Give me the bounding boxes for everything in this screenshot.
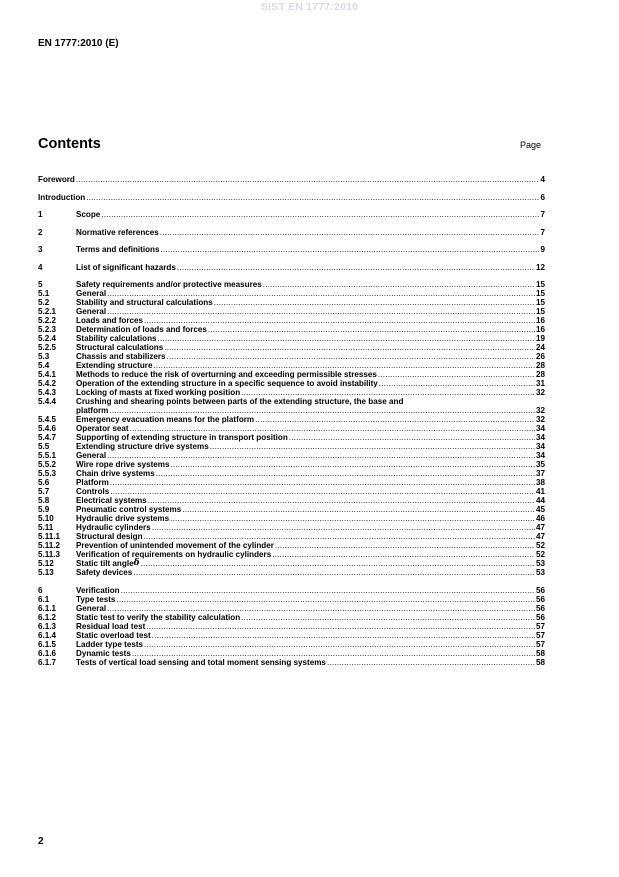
toc-entry-page: 31: [535, 379, 545, 388]
toc-entry-title: Methods to reduce the risk of overturning and exceeding permissible stresses: [76, 370, 377, 379]
toc-entry-number: 5.10: [38, 514, 54, 523]
toc-entry-page: 52: [535, 550, 545, 559]
toc-leader-dots: [161, 245, 540, 254]
toc-entry-number: 5.4.4: [38, 397, 57, 406]
toc-leader-dots: [214, 298, 535, 307]
toc-entry-title: Static overload test: [76, 630, 151, 640]
toc-entry[interactable]: [38, 316, 545, 325]
toc-entry-title: Foreword: [38, 175, 75, 184]
table-of-contents: [38, 175, 545, 667]
toc-entry-number: 5.13: [38, 568, 54, 577]
toc-entry-title: Safety requirements and/or protective measures: [76, 280, 262, 289]
toc-entry-number: 5.4.2: [38, 379, 57, 388]
toc-entry[interactable]: [38, 289, 545, 298]
toc-entry-number: 5.2.5: [38, 343, 57, 352]
toc-entry-title: Chain drive systems: [76, 469, 155, 478]
toc-entry[interactable]: [38, 370, 545, 379]
toc-leader-dots: [327, 658, 535, 667]
page-number: 2: [38, 836, 44, 847]
toc-entry[interactable]: [38, 210, 545, 219]
toc-entry-page: 15: [535, 307, 545, 316]
toc-entry-page: 56: [535, 585, 545, 595]
toc-leader-dots: [156, 469, 535, 478]
toc-entry-page: 7: [540, 210, 545, 219]
toc-entry[interactable]: [38, 280, 545, 289]
toc-leader-dots: [107, 307, 535, 316]
toc-entry-title: Extending structure: [76, 361, 153, 370]
toc-entry[interactable]: [38, 613, 545, 622]
toc-entry-page: 32: [535, 406, 545, 415]
toc-entry-number: 5.4.1: [38, 370, 57, 379]
toc-entry-title: Platform: [76, 478, 109, 487]
toc-entry-page: 46: [535, 514, 545, 523]
toc-entry-number: 5.11.1: [38, 532, 61, 541]
toc-entry-number: 4: [38, 262, 43, 272]
toc-entry[interactable]: [38, 388, 545, 397]
toc-entry-title: Wire rope drive systems: [76, 460, 170, 469]
toc-entry-title: Tests of vertical load sensing and total moment sensing systems: [76, 657, 326, 667]
toc-entry-page: 24: [535, 343, 545, 352]
toc-entry-title: Operation of the extending structure in a specific sequence to avoid instability: [76, 379, 378, 388]
toc-entry-title: Crushing and shearing points between parts of the extending structure, the base and: [76, 397, 404, 406]
toc-entry[interactable]: [38, 334, 545, 343]
toc-entry-title: Safety devices: [76, 568, 133, 577]
toc-leader-dots: [86, 193, 539, 202]
toc-entry[interactable]: [38, 505, 545, 514]
toc-entry-page: 32: [535, 415, 545, 424]
toc-entry-page: 15: [535, 289, 545, 298]
toc-entry-number: 5.6: [38, 478, 50, 487]
toc-entry-page: 7: [540, 227, 545, 237]
toc-entry-number: 5: [38, 280, 43, 289]
document-id: EN 1777:2010 (E): [38, 38, 119, 49]
toc-entry-page: 16: [535, 316, 545, 325]
toc-entry-number: 6.1.1: [38, 603, 57, 613]
toc-leader-dots: [110, 487, 535, 496]
toc-entry[interactable]: [38, 298, 545, 307]
toc-entry-number: 5.8: [38, 496, 50, 505]
toc-leader-dots: [241, 388, 535, 397]
toc-entry-title: Scope: [76, 210, 101, 219]
toc-entry-page: 16: [535, 325, 545, 334]
toc-entry[interactable]: [38, 559, 545, 568]
toc-entry-page: 57: [535, 639, 545, 649]
toc-entry-title-continued: platform: [76, 406, 109, 415]
toc-entry[interactable]: [38, 228, 545, 237]
toc-entry-page: 19: [535, 334, 545, 343]
toc-entry-title: General: [76, 307, 107, 316]
toc-entry[interactable]: [38, 649, 545, 658]
toc-entry-title: Terms and definitions: [76, 245, 160, 254]
toc-entry-page: 57: [535, 630, 545, 640]
toc-leader-dots: [152, 523, 535, 532]
toc-entry-title: Pneumatic control systems: [76, 505, 182, 514]
toc-entry-page: 58: [535, 657, 545, 667]
toc-entry[interactable]: [38, 325, 545, 334]
toc-entry[interactable]: [38, 193, 545, 202]
toc-leader-dots: [144, 316, 535, 325]
toc-entry[interactable]: [38, 263, 545, 272]
toc-entry[interactable]: [38, 478, 545, 487]
toc-entry-page: 37: [535, 469, 545, 478]
toc-entry[interactable]: [38, 595, 545, 604]
toc-entry-title: Static test to verify the stability calculation: [76, 612, 241, 622]
toc-entry-title: Type tests: [76, 594, 116, 604]
toc-entry[interactable]: [38, 397, 545, 406]
toc-entry-number: 6.1.6: [38, 648, 57, 658]
toc-leader-dots: [182, 505, 535, 514]
toc-leader-dots: [146, 622, 535, 631]
toc-entry-page: 28: [535, 361, 545, 370]
toc-entry-number: 5.2.3: [38, 325, 57, 334]
toc-entry-page: 28: [535, 370, 545, 379]
toc-entry-number: 6.1: [38, 594, 50, 604]
toc-spacer: [38, 219, 545, 228]
toc-entry-page: 52: [535, 541, 545, 550]
toc-entry-number: 5.12: [38, 559, 54, 568]
toc-entry-number: 5.5.1: [38, 451, 57, 460]
toc-leader-dots: [171, 460, 535, 469]
toc-leader-dots: [153, 361, 535, 370]
toc-leader-dots: [133, 568, 535, 577]
toc-leader-dots: [167, 352, 535, 361]
toc-leader-dots: [76, 175, 540, 184]
toc-entry-title: Extending structure drive systems: [76, 442, 209, 451]
toc-entry-page: 6: [540, 192, 545, 202]
toc-spacer: [38, 254, 545, 263]
toc-entry-page: 56: [535, 603, 545, 613]
toc-entry-number: 6.1.2: [38, 612, 57, 622]
toc-entry-title: Electrical systems: [76, 496, 147, 505]
toc-entry-number: 5.4.7: [38, 433, 57, 442]
toc-leader-dots: [144, 640, 535, 649]
toc-entry-title: Operator seat: [76, 424, 129, 433]
toc-entry[interactable]: [38, 245, 545, 254]
toc-entry-title: List of significant hazards: [76, 262, 176, 272]
toc-entry-page: 45: [535, 505, 545, 514]
toc-spacer: [38, 184, 545, 193]
toc-entry-number: 5.11.2: [38, 541, 61, 550]
toc-leader-dots: [107, 451, 535, 460]
toc-entry-page: 12: [535, 262, 545, 272]
toc-entry[interactable]: [38, 541, 545, 550]
toc-entry[interactable]: [38, 523, 545, 532]
toc-entry-title: Dynamic tests: [76, 648, 131, 658]
toc-spacer: [38, 237, 545, 246]
toc-entry-number: 5.4.6: [38, 424, 57, 433]
toc-entry[interactable]: [38, 451, 545, 460]
toc-entry[interactable]: [38, 532, 545, 541]
toc-entry-number: 5.3: [38, 352, 50, 361]
toc-entry[interactable]: [38, 352, 545, 361]
toc-leader-dots: [132, 649, 535, 658]
toc-leader-dots: [241, 613, 535, 622]
toc-entry[interactable]: [38, 379, 545, 388]
toc-leader-dots: [152, 631, 535, 640]
toc-spacer: [38, 577, 545, 586]
toc-leader-dots: [107, 604, 535, 613]
toc-entry-page: 15: [535, 298, 545, 307]
toc-entry-title: Chassis and stabilizers: [76, 352, 166, 361]
toc-entry[interactable]: [38, 424, 545, 433]
toc-leader-dots: [121, 586, 535, 595]
toc-leader-dots: [116, 595, 535, 604]
toc-entry-number: 5.2.1: [38, 307, 57, 316]
toc-leader-dots: [379, 379, 535, 388]
toc-entry-page: 9: [540, 245, 545, 254]
toc-entry[interactable]: [38, 307, 545, 316]
toc-leader-dots: [110, 478, 535, 487]
toc-entry[interactable]: [38, 496, 545, 505]
toc-entry[interactable]: [38, 550, 545, 559]
toc-leader-dots: [148, 496, 535, 505]
toc-entry-title: General: [76, 451, 107, 460]
toc-entry-number: 5.4.5: [38, 415, 57, 424]
toc-entry-page: 34: [535, 433, 545, 442]
toc-entry[interactable]: [38, 415, 545, 424]
toc-leader-dots: [378, 370, 535, 379]
toc-entry-number: 5.1: [38, 289, 50, 298]
toc-entry-title: Supporting of extending structure in transport position: [76, 433, 288, 442]
toc-entry-number: 6.1.4: [38, 630, 57, 640]
toc-entry-title: Introduction: [38, 192, 86, 202]
toc-entry-page: 4: [540, 175, 545, 184]
toc-entry-number: 3: [38, 245, 43, 254]
toc-entry-page: 34: [535, 451, 545, 460]
toc-leader-dots: [272, 550, 535, 559]
toc-entry-title: Stability and structural calculations: [76, 298, 213, 307]
toc-entry-number: 5.5: [38, 442, 50, 451]
toc-entry[interactable]: [38, 604, 545, 613]
toc-entry-number: 5.5.2: [38, 460, 57, 469]
toc-entry[interactable]: [38, 514, 545, 523]
toc-entry-title: General: [76, 289, 107, 298]
watermark: SIST EN 1777:2010: [260, 1, 359, 13]
toc-entry-number: 5.5.3: [38, 469, 57, 478]
toc-leader-dots: [107, 289, 535, 298]
toc-leader-dots: [275, 541, 535, 550]
toc-entry-title: Loads and forces: [76, 316, 144, 325]
toc-entry-title: Prevention of unintended movement of the cylinder: [76, 541, 274, 550]
toc-entry-number: 5.7: [38, 487, 50, 496]
toc-entry-number: 1: [38, 210, 43, 219]
toc-entry-number: 6.1.7: [38, 657, 57, 667]
toc-leader-dots: [177, 263, 535, 272]
toc-leader-dots: [158, 334, 535, 343]
toc-entry-page: 44: [535, 496, 545, 505]
page-column-label: Page: [520, 140, 542, 150]
toc-entry-page: 26: [535, 352, 545, 361]
toc-leader-dots: [144, 532, 535, 541]
toc-entry[interactable]: [38, 469, 545, 478]
toc-entry-title: Hydraulic cylinders: [76, 523, 151, 532]
toc-entry-number: 5.4.3: [38, 388, 57, 397]
toc-entry-page: 57: [535, 621, 545, 631]
toc-entry-page: 35: [535, 460, 545, 469]
toc-entry-title: Verification: [76, 585, 120, 595]
toc-entry-page: 32: [535, 388, 545, 397]
toc-entry-title: Controls: [76, 487, 110, 496]
toc-entry[interactable]: [38, 361, 545, 370]
toc-entry[interactable]: [38, 433, 545, 442]
toc-entry-number: 5.2: [38, 298, 50, 307]
toc-leader-dots: [101, 210, 539, 219]
toc-entry-page: 53: [535, 559, 545, 568]
toc-entry-number: 5.11.3: [38, 550, 61, 559]
toc-spacer: [38, 202, 545, 211]
toc-entry-title: Stability calculations: [76, 334, 157, 343]
toc-entry-number: 5.9: [38, 505, 50, 514]
toc-entry-page: 34: [535, 424, 545, 433]
toc-entry-title: Structural design: [76, 532, 143, 541]
toc-entry-number: 5.4: [38, 361, 50, 370]
toc-leader-dots: [208, 325, 535, 334]
toc-entry-title: Determination of loads and forces: [76, 325, 207, 334]
toc-entry[interactable]: [38, 568, 545, 577]
toc-entry-title: Verification of requirements on hydraulic cylinders: [76, 550, 272, 559]
toc-entry-page: 56: [535, 612, 545, 622]
toc-leader-dots: [160, 228, 540, 237]
toc-entry-title: Locking of masts at fixed working position: [76, 388, 241, 397]
toc-entry[interactable]: [38, 658, 545, 667]
toc-entry[interactable]: [38, 631, 545, 640]
toc-entry-title: General: [76, 603, 107, 613]
toc-entry-title: Structural calculations: [76, 343, 164, 352]
toc-leader-dots: [210, 442, 535, 451]
toc-spacer: [38, 272, 545, 281]
toc-entry-title: Emergency evacuation means for the platform: [76, 415, 255, 424]
toc-entry-page: 58: [535, 648, 545, 658]
toc-entry-page: 41: [535, 487, 545, 496]
toc-entry-number: 6.1.3: [38, 621, 57, 631]
toc-entry-page: 34: [535, 442, 545, 451]
toc-leader-dots: [141, 559, 535, 568]
toc-entry[interactable]: [38, 343, 545, 352]
toc-entry-title: Residual load test: [76, 621, 146, 631]
toc-entry-title: Normative references: [76, 227, 159, 237]
toc-entry[interactable]: [38, 175, 545, 184]
toc-entry-page: 15: [535, 280, 545, 289]
toc-leader-dots: [109, 406, 535, 415]
toc-entry[interactable]: [38, 640, 545, 649]
toc-entry-title: Hydraulic drive systems: [76, 514, 170, 523]
toc-entry-number: 6: [38, 585, 43, 595]
toc-entry-page: 53: [535, 568, 545, 577]
toc-entry-page: 38: [535, 478, 545, 487]
toc-leader-dots: [130, 424, 535, 433]
toc-entry[interactable]: [38, 622, 545, 631]
toc-leader-dots: [170, 514, 535, 523]
toc-leader-dots: [164, 343, 535, 352]
toc-entry[interactable]: [38, 487, 545, 496]
toc-entry[interactable]: [38, 586, 545, 595]
toc-entry-page: 47: [535, 532, 545, 541]
toc-entry-page: 47: [535, 523, 545, 532]
toc-leader-dots: [263, 280, 535, 289]
toc-leader-dots: [255, 415, 535, 424]
toc-entry[interactable]: [38, 442, 545, 451]
toc-entry-page: 56: [535, 594, 545, 604]
toc-entry-number: 5.2.4: [38, 334, 57, 343]
toc-entry-number: 6.1.5: [38, 639, 57, 649]
toc-leader-dots: [289, 433, 535, 442]
delta-symbol: δ: [133, 558, 140, 568]
toc-entry-continuation[interactable]: [38, 406, 545, 415]
toc-entry-title: Static tilt angle: [76, 559, 134, 568]
toc-entry-number: 5.2.2: [38, 316, 57, 325]
toc-entry-number: 2: [38, 227, 43, 237]
toc-entry[interactable]: [38, 460, 545, 469]
page-title: Contents: [38, 136, 101, 152]
toc-entry-number: 5.11: [38, 523, 54, 532]
toc-entry-title: Ladder type tests: [76, 639, 144, 649]
